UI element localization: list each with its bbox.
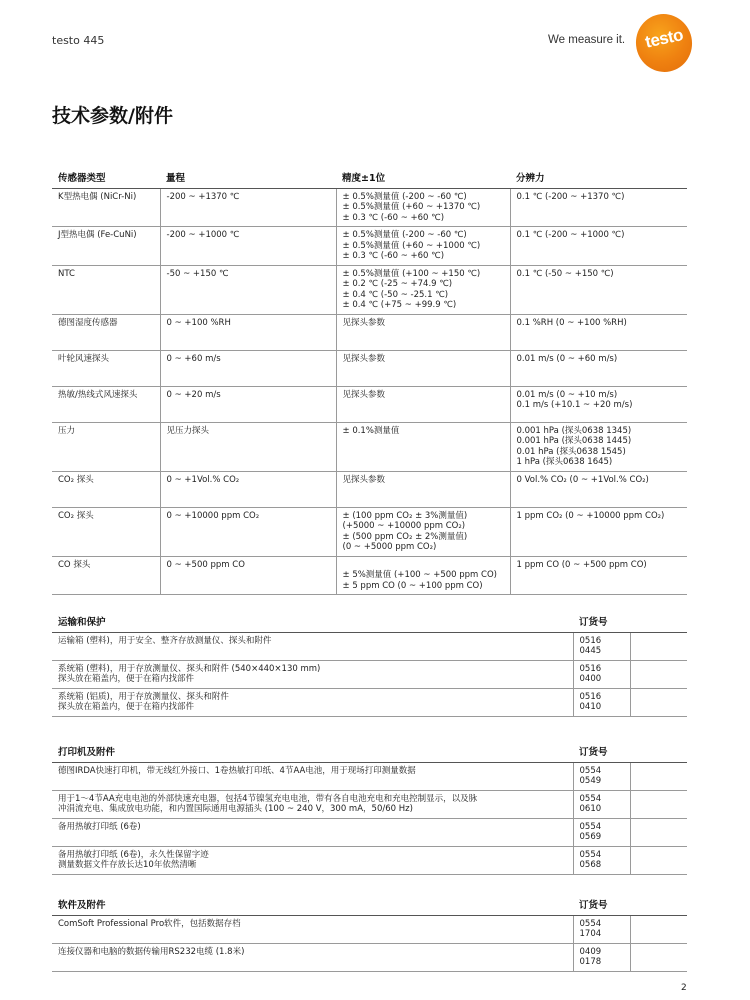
accuracy-cell xyxy=(336,386,510,422)
software-header-row xyxy=(52,895,687,915)
accuracy-cell-line: ± 0.5%测量值 (-200 ~ -60 ℃) xyxy=(342,191,467,202)
resolution-cell xyxy=(510,507,687,556)
transport-header-row xyxy=(52,612,687,632)
item-description-line: 系统箱 (铝质)，用于存放测量仪、探头和附件 xyxy=(58,691,229,702)
software-order-header: 订货号 xyxy=(573,895,687,915)
accuracy-cell xyxy=(336,556,510,595)
range-cell xyxy=(160,507,336,556)
sensor-type-cell xyxy=(52,422,160,471)
order-row xyxy=(52,943,687,971)
order-row xyxy=(52,846,687,874)
accuracy-cell xyxy=(336,314,510,350)
accuracy-cell-line: ± 0.2 ℃ (-25 ~ +74.9 ℃) xyxy=(342,279,453,289)
item-description-line: 探头放在箱盖内，便于在箱内找部件 xyxy=(58,674,195,684)
sensor-type-cell xyxy=(52,386,160,422)
sensor-type-cell xyxy=(52,265,160,314)
sensor-type-cell xyxy=(52,471,160,507)
resolution-cell xyxy=(510,350,687,386)
resolution-cell-line: 0.01 m/s (0 ~ +60 m/s) xyxy=(516,353,618,364)
sensor-type-cell-line: CO 探头 xyxy=(58,559,91,570)
order-number: 0409 0178 xyxy=(573,943,630,971)
spec-table xyxy=(52,168,687,595)
software-title: 软件及附件 xyxy=(52,895,573,915)
order-row xyxy=(52,915,687,943)
transport-table xyxy=(52,612,687,717)
resolution-cell-line: 0.1 ℃ (-200 ~ +1370 ℃) xyxy=(516,191,625,202)
spec-row xyxy=(52,556,687,595)
accuracy-cell xyxy=(336,265,510,314)
accuracy-cell-line: ± 0.5%测量值 (-200 ~ -60 ℃) xyxy=(342,230,467,240)
sensor-type-cell-line: 压力 xyxy=(58,425,76,436)
resolution-cell-line: 0.1 m/s (+10.1 ~ +20 m/s) xyxy=(516,400,633,410)
sensor-type-cell-line: 叶轮风速探头 xyxy=(58,353,110,364)
sensor-type-cell-line: CO₂ 探头 xyxy=(58,474,94,485)
order-number: 0554 0610 xyxy=(573,790,630,818)
range-cell-line: -200 ~ +1370 ℃ xyxy=(166,191,240,202)
spec-row xyxy=(52,422,687,471)
resolution-cell-line: 0.001 hPa (探头0638 1445) xyxy=(516,436,632,446)
item-description xyxy=(52,762,573,790)
resolution-cell xyxy=(510,386,687,422)
sensor-type-cell xyxy=(52,227,160,266)
accuracy-cell-line: (0 ~ +5000 ppm CO₂) xyxy=(342,542,437,552)
printer-header-row xyxy=(52,742,687,762)
accuracy-cell-line: ± 5%测量值 (+100 ~ +500 ppm CO) xyxy=(342,570,497,580)
transport-title: 运输和保护 xyxy=(52,612,573,632)
software-table xyxy=(52,895,687,972)
printer-title: 打印机及附件 xyxy=(52,742,573,762)
sensor-type-cell xyxy=(52,188,160,227)
resolution-cell xyxy=(510,314,687,350)
spec-row xyxy=(52,227,687,266)
sensor-type-cell-line: J型热电偶 (Fe-CuNi) xyxy=(58,230,137,240)
range-cell-line: 0 ~ +60 m/s xyxy=(166,353,221,364)
sensor-type-cell xyxy=(52,350,160,386)
accuracy-cell-line: ± 0.4 ℃ (+75 ~ +99.9 ℃) xyxy=(342,300,457,310)
resolution-cell-line: 0.01 m/s (0 ~ +10 m/s) xyxy=(516,389,618,400)
brand-slogan: We measure it. xyxy=(548,34,626,46)
order-number: 0554 0568 xyxy=(573,846,630,874)
accuracy-cell-line: ± (100 ppm CO₂ ± 3%测量值) xyxy=(342,510,468,521)
resolution-cell-line: 1 ppm CO₂ (0 ~ +10000 ppm CO₂) xyxy=(516,510,665,521)
accuracy-cell-line: ± 0.1%测量值 xyxy=(342,425,400,436)
item-description-line: 运输箱 (塑料)，用于安全、整齐存放测量仪、探头和附件 xyxy=(58,635,272,646)
spec-row xyxy=(52,471,687,507)
header-accuracy: 精度±1位 xyxy=(336,168,510,188)
resolution-cell-line: 0.01 hPa (探头0638 1545) xyxy=(516,446,626,457)
accuracy-cell xyxy=(336,188,510,227)
resolution-cell xyxy=(510,188,687,227)
accuracy-cell-line: 见探头参数 xyxy=(342,474,386,485)
spec-row xyxy=(52,386,687,422)
accuracy-cell xyxy=(336,471,510,507)
logo-text: testo xyxy=(643,25,685,52)
range-cell xyxy=(160,386,336,422)
item-description xyxy=(52,688,573,716)
item-description-line: 系统箱 (塑料)，用于存放测量仪、探头和附件 (540×440×130 mm) xyxy=(58,663,321,674)
range-cell-line: 0 ~ +1Vol.% CO₂ xyxy=(166,474,240,485)
item-description xyxy=(52,660,573,688)
range-cell-line: 0 ~ +100 %RH xyxy=(166,317,231,328)
item-description-line: 备用热敏打印纸 (6卷)，永久性保留字迹 xyxy=(58,849,209,860)
resolution-cell-line: 1 hPa (探头0638 1645) xyxy=(516,457,613,467)
accuracy-cell-line: 见探头参数 xyxy=(342,317,386,328)
empty-cell xyxy=(630,846,687,874)
range-cell-line: 见压力探头 xyxy=(166,425,210,436)
item-description xyxy=(52,632,573,660)
range-cell xyxy=(160,350,336,386)
range-cell xyxy=(160,188,336,227)
accuracy-cell-line: ± 0.5%测量值 (+60 ~ +1000 ℃) xyxy=(342,240,481,251)
range-cell-line: 0 ~ +10000 ppm CO₂ xyxy=(166,510,260,521)
product-name: testo 445 xyxy=(52,34,105,47)
testo-logo xyxy=(631,9,698,77)
range-cell xyxy=(160,556,336,595)
range-cell xyxy=(160,265,336,314)
sensor-type-cell xyxy=(52,314,160,350)
order-row xyxy=(52,818,687,846)
item-description-line: 德图IRDA快速打印机，带无线红外接口、1卷热敏打印纸、4节AA电池，用于现场打印测量数据 xyxy=(58,765,416,776)
item-description-line: ComSoft Professional Pro软件，包括数据存档 xyxy=(58,918,241,929)
order-row xyxy=(52,790,687,818)
order-row xyxy=(52,762,687,790)
order-number: 0516 0410 xyxy=(573,688,630,716)
resolution-cell-line: 1 ppm CO (0 ~ +500 ppm CO) xyxy=(516,559,647,570)
printer-order-header: 订货号 xyxy=(573,742,687,762)
sensor-type-cell xyxy=(52,507,160,556)
range-cell xyxy=(160,314,336,350)
empty-cell xyxy=(630,943,687,971)
resolution-cell xyxy=(510,556,687,595)
order-number: 0516 0400 xyxy=(573,660,630,688)
page-number: 2 xyxy=(681,983,687,993)
item-description-line: 连接仪器和电脑的数据传输用RS232电缆 (1.8米) xyxy=(58,946,245,957)
resolution-cell-line: 0.1 ℃ (-200 ~ +1000 ℃) xyxy=(516,230,625,240)
spec-row xyxy=(52,350,687,386)
order-number: 0516 0445 xyxy=(573,632,630,660)
spec-row xyxy=(52,314,687,350)
accuracy-cell-line: (+5000 ~ +10000 ppm CO₂) xyxy=(342,521,466,531)
spec-row xyxy=(52,265,687,314)
range-cell xyxy=(160,227,336,266)
page-title: 技术参数/附件 xyxy=(52,105,173,127)
sensor-type-cell-line: K型热电偶 (NiCr-Ni) xyxy=(58,191,137,202)
item-description-line: 冲涓流充电、集成放电功能，和内置国际通用电源插头 (100 ~ 240 V，300 mA，50/60 Hz) xyxy=(58,804,413,814)
empty-cell xyxy=(630,632,687,660)
item-description-line: 用于1～4节AA充电电池的外部快速充电器，包括4节镍氢充电电池，带有各自电池充电和充电控制显示，以及脉 xyxy=(58,793,478,804)
item-description-line: 备用热敏打印纸 (6卷) xyxy=(58,821,141,832)
empty-cell xyxy=(630,688,687,716)
resolution-cell-line: 0.001 hPa (探头0638 1345) xyxy=(516,425,632,436)
empty-cell xyxy=(630,818,687,846)
accuracy-cell-line: ± 0.5%测量值 (+100 ~ +150 ℃) xyxy=(342,268,481,279)
range-cell xyxy=(160,471,336,507)
accuracy-cell-line: 见探头参数 xyxy=(342,353,386,364)
spec-row xyxy=(52,188,687,227)
accuracy-cell-line: ± 0.5%测量值 (+60 ~ +1370 ℃) xyxy=(342,202,481,212)
resolution-cell xyxy=(510,265,687,314)
resolution-cell-line: 0 Vol.% CO₂ (0 ~ +1Vol.% CO₂) xyxy=(516,474,649,485)
order-number: 0554 0549 xyxy=(573,762,630,790)
order-number: 0554 0569 xyxy=(573,818,630,846)
header-range: 量程 xyxy=(160,168,336,188)
empty-cell xyxy=(630,762,687,790)
header-resolution: 分辨力 xyxy=(510,168,687,188)
order-number: 0554 1704 xyxy=(573,915,630,943)
header-sensor-type: 传感器类型 xyxy=(52,168,160,188)
range-cell xyxy=(160,422,336,471)
item-description xyxy=(52,846,573,874)
item-description xyxy=(52,915,573,943)
resolution-cell xyxy=(510,471,687,507)
accuracy-cell-line xyxy=(343,560,504,571)
accuracy-cell-line: ± (500 ppm CO₂ ± 2%测量值) xyxy=(342,531,468,542)
accuracy-cell-line: ± 0.3 ℃ (-60 ~ +60 ℃) xyxy=(342,212,445,223)
empty-cell xyxy=(630,660,687,688)
empty-cell xyxy=(630,915,687,943)
sensor-type-cell-line: 热敏/热线式风速探头 xyxy=(58,389,138,400)
order-row xyxy=(52,688,687,716)
empty-cell xyxy=(630,790,687,818)
accuracy-cell xyxy=(336,350,510,386)
spec-header-row xyxy=(52,168,687,188)
item-description xyxy=(52,943,573,971)
item-description xyxy=(52,790,573,818)
spec-row xyxy=(52,507,687,556)
range-cell-line: 0 ~ +20 m/s xyxy=(166,389,221,400)
accuracy-cell-line: 见探头参数 xyxy=(342,389,386,400)
resolution-cell-line: 0.1 %RH (0 ~ +100 %RH) xyxy=(516,317,627,328)
accuracy-cell xyxy=(336,422,510,471)
transport-order-header: 订货号 xyxy=(573,612,687,632)
accuracy-cell xyxy=(336,507,510,556)
resolution-cell-line: 0.1 ℃ (-50 ~ +150 ℃) xyxy=(516,268,614,279)
order-row xyxy=(52,660,687,688)
order-row xyxy=(52,632,687,660)
accuracy-cell xyxy=(336,227,510,266)
range-cell-line: -200 ~ +1000 ℃ xyxy=(166,230,240,240)
range-cell-line: 0 ~ +500 ppm CO xyxy=(166,559,245,570)
item-description-line: 测量数据文件存放长达10年依然清晰 xyxy=(58,860,197,870)
accuracy-cell-line: ± 0.3 ℃ (-60 ~ +60 ℃) xyxy=(342,251,445,261)
accuracy-cell-line: ± 0.4 ℃ (-50 ~ -25.1 ℃) xyxy=(342,289,449,300)
item-description xyxy=(52,818,573,846)
range-cell-line: -50 ~ +150 ℃ xyxy=(166,268,229,279)
sensor-type-cell-line: NTC xyxy=(58,268,75,279)
resolution-cell xyxy=(510,422,687,471)
sensor-type-cell-line: 德图湿度传感器 xyxy=(58,317,118,328)
sensor-type-cell-line: CO₂ 探头 xyxy=(58,510,94,521)
printer-table xyxy=(52,742,687,875)
sensor-type-cell xyxy=(52,556,160,595)
accuracy-cell-line: ± 5 ppm CO (0 ~ +100 ppm CO) xyxy=(342,580,483,591)
resolution-cell xyxy=(510,227,687,266)
item-description-line: 探头放在箱盖内，便于在箱内找部件 xyxy=(58,702,195,712)
